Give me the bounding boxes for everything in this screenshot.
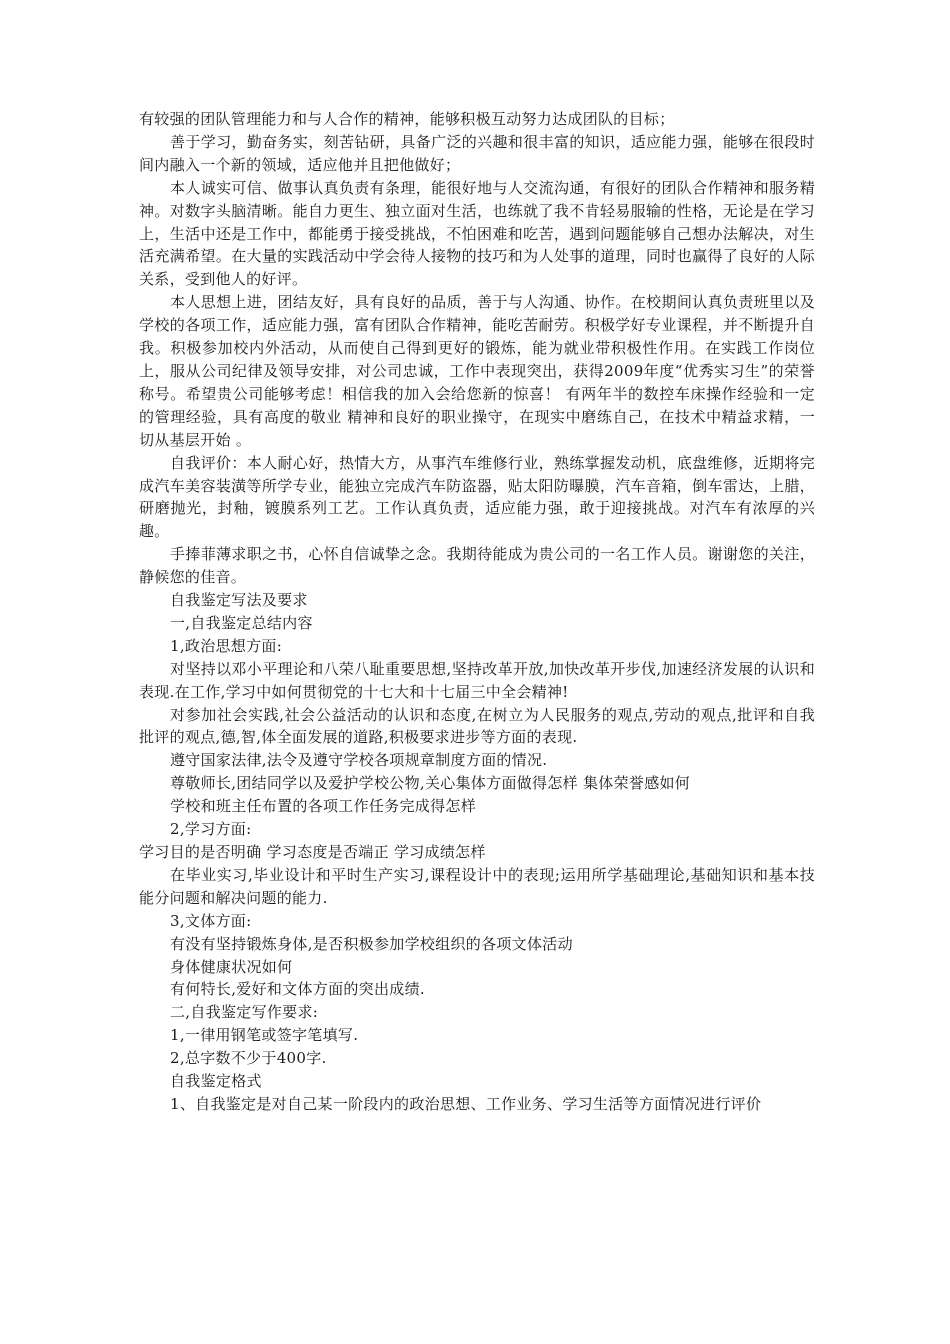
subsection-heading: 1,政治思想方面: (170, 636, 283, 655)
paragraph: 有何特长,爱好和文体方面的突出成绩. (170, 980, 425, 999)
paragraph: 学校和班主任布置的各项工作任务完成得怎样 (170, 797, 477, 816)
paragraph: 在毕业实习,毕业设计和平时生产实习,课程设计中的表现;运用所学基础理论,基础知识和基本技能分问题和解决问题的能力. (139, 865, 815, 907)
paragraph: 学习目的是否明确 学习态度是否端正 学习成绩怎样 (139, 843, 486, 861)
paragraph: 身体健康状况如何 (170, 957, 293, 976)
section-heading: 自我鉴定写法及要求 (170, 591, 308, 610)
paragraph: 自我评价：本人耐心好，热情大方，从事汽车维修行业，熟练掌握发动机，底盘维修，近期将完成汽车美容装潢等所学专业，能独立完成汽车防盗器，贴太阳防曝膜，汽车音箱，倒车雷达，上腊，研磨抛光，封釉，镀膜系列工艺。工作认真负责，适应能力强，敢于迎接挑战。对汽车有浓厚的兴趣。 (139, 453, 815, 541)
paragraph: 尊敬师长,团结同学以及爱护学校公物,关心集体方面做得怎样 集体荣誉感如何 (170, 774, 691, 793)
paragraph: 有较强的团队管理能力和与人合作的精神，能够积极互动努力达成团队的目标； (139, 110, 675, 128)
paragraph: 对坚持以邓小平理论和八荣八耻重要思想,坚持改革开放,加快改革开步伐,加速经济发展的认识和表现.在工作,学习中如何贯彻党的十七大和十七届三中全会精神! (139, 659, 815, 701)
subsection-heading: 2,学习方面: (170, 820, 252, 839)
paragraph: 遵守国家法律,法令及遵守学校各项规章制度方面的情况. (170, 751, 548, 770)
section-heading: 二,自我鉴定写作要求: (170, 1003, 319, 1022)
paragraph: 手捧菲薄求职之书，心怀自信诚挚之念。我期待能成为贵公司的一名工作人员。谢谢您的关注，静候您的佳音。 (139, 545, 815, 587)
paragraph: 善于学习，勤奋务实，刻苦钻研，具备广泛的兴趣和很丰富的知识，适应能力强，能够在很段时间内融入一个新的领域，适应他并且把他做好； (139, 132, 815, 174)
paragraph: 本人诚实可信、做事认真负责有条理，能很好地与人交流沟通，有很好的团队合作精神和服务精神。对数字头脑清晰。能自力更生、独立面对生活，也练就了我不肯轻易服输的性格，无论是在学习上，生活中还是工作中，都能勇于接受挑战，不怕困难和吃苦，遇到问题能够自己想办法解决，对生活充满希望。在大量的实践活动中学会待人接物的技巧和为人处事的道理，同时也赢得了良好的人际关系，受到他人的好评。 (139, 178, 815, 289)
document-body (139, 108, 815, 1116)
subsection-heading: 3,文体方面: (170, 911, 252, 930)
list-item: 1,一律用钢笔或签字笔填写. (170, 1026, 359, 1045)
paragraph: 1、自我鉴定是对自己某一阶段内的政治思想、工作业务、学习生活等方面情况进行评价 (170, 1094, 762, 1113)
list-item: 2,总字数不少于400字. (170, 1049, 327, 1068)
section-heading: 自我鉴定格式 (170, 1072, 262, 1091)
paragraph: 对参加社会实践,社会公益活动的认识和态度,在树立为人民服务的观点,劳动的观点,批评和自我批评的观点,德,智,体全面发展的道路,积极要求进步等方面的表现. (139, 705, 815, 747)
paragraph: 本人思想上进，团结友好，具有良好的品质，善于与人沟通、协作。在校期间认真负责班里以及学校的各项工作，适应能力强，富有团队合作精神，能吃苦耐劳。积极学好专业课程，并不断提升自我。积极参加校内外活动，从而使自己得到更好的锻炼，能为就业带积极性作用。在实践工作岗位上，服从公司纪律及领导安排，对公司忠诚，工作中表现突出，获得2009年度“优秀实习生”的荣誉称号。希望贵公司能够考虑！相信我的加入会给您新的惊喜！ 有两年半的数控车床操作经验和一定的管理经验，具有高度的敬业 精神和良好的职业操守，在现实中磨练自己，在技术中精益求精，一切从基层开始 。 (139, 293, 815, 449)
paragraph: 有没有坚持锻炼身体,是否积极参加学校组织的各项文体活动 (170, 934, 573, 953)
section-heading: 一,自我鉴定总结内容 (170, 613, 313, 632)
